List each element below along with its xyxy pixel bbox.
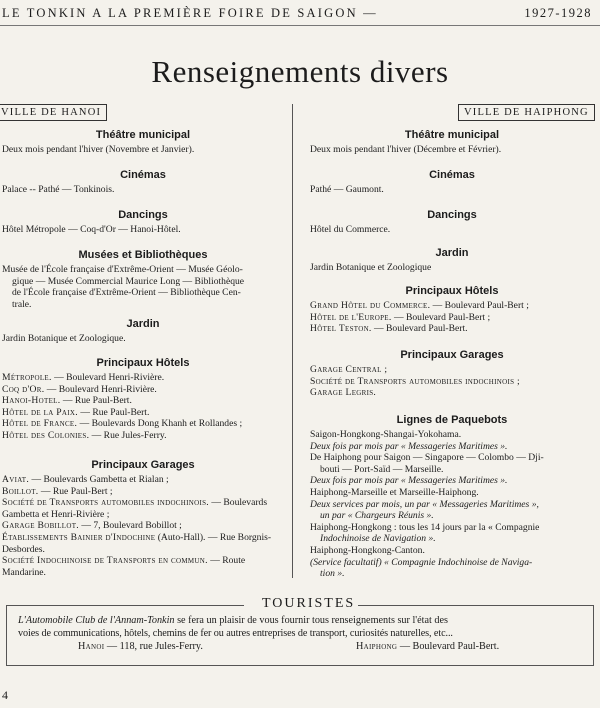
page-number: 4 (2, 688, 8, 702)
paquebot-line: tion ». (320, 568, 345, 580)
header-rule (0, 25, 600, 26)
touristes-rule-right (358, 605, 594, 606)
section-text: Deux mois pendant l'hiver (Décembre et Février). (310, 144, 502, 155)
column-divider (292, 104, 293, 578)
haiphong-hotels (310, 284, 594, 335)
list-item: Établissements Bainier d'Indochine (Auto-Hall). — Rue Borgnis-Desbordes. (2, 531, 272, 555)
haiphong-label: VILLE DE HAIPHONG (458, 104, 595, 121)
section-text: Palace -- Pathé — Tonkinois. (2, 184, 115, 195)
section-heading: Principaux Hôtels (405, 285, 499, 297)
list-item: Société Indochinoise de Transports en commun. — Route Mandarine. (2, 555, 246, 578)
hanoi-garages (2, 458, 284, 578)
section-text: Deux mois pendant l'hiver (Novembre et Janvier). (2, 144, 195, 155)
paquebot-line: Haiphong-Hongkong-Canton. (310, 544, 425, 556)
touristes-border-bottom (6, 665, 594, 666)
section-text: Hôtel Métropole — Coq-d'Or — Hanoi-Hôtel. (2, 224, 181, 235)
section-heading: Principaux Garages (400, 349, 504, 361)
text-line: Musée de l'École française d'Extrême-Orient — Musée Géolo- (2, 264, 243, 275)
hanoi-address: Hanoi — 118, rue Jules-Ferry. (78, 641, 203, 652)
touristes-body (18, 614, 588, 654)
haiphong-dancings (310, 208, 594, 236)
list-item: Grand Hôtel du Commerce. — Boulevard Paul-Bert ; (310, 300, 529, 311)
hanoi-dancings (2, 208, 284, 236)
list-item: Coq d'Or. — Boulevard Henri-Rivière. (2, 383, 157, 395)
section-heading: Principaux Hôtels (96, 357, 190, 369)
section-heading: Jardin (435, 247, 469, 259)
list-item: Garage Central ; (310, 364, 388, 375)
section-text: Jardin Botanique et Zoologique (310, 262, 432, 273)
header-years: 1927-1928 (524, 6, 592, 20)
section-heading: Musées et Bibliothèques (78, 249, 208, 261)
hanoi-theatre (2, 128, 284, 156)
haiphong-jardin (310, 246, 594, 274)
list-item: Hôtel des Colonies. — Rue Jules-Ferry. (2, 429, 167, 441)
hanoi-cinemas (2, 168, 284, 196)
section-text: Jardin Botanique et Zoologique. (2, 333, 126, 344)
list-item: Métropole. — Boulevard Henri-Rivière. (2, 372, 165, 383)
paquebot-line: Haiphong-Hongkong : tous les 14 jours par la « Compagnie (310, 521, 540, 533)
list-item: Garage Legris. (310, 387, 377, 399)
touristes-title: TOURISTES (262, 596, 356, 611)
text-line: trale. (12, 298, 32, 310)
paquebot-line: Deux fois par mois par « Messageries Maritimes ». (310, 440, 508, 452)
list-item: Hôtel de la Paix. — Rue Paul-Bert. (2, 406, 150, 418)
text-line: de l'École française d'Extrême-Orient — Bibliothèque Cen- (12, 287, 241, 299)
list-item: Hôtel Teston. — Boulevard Paul-Bert. (310, 323, 468, 335)
section-heading: Dancings (118, 209, 168, 221)
section-heading: Lignes de Paquebots (396, 414, 508, 426)
touristes-line1: L'Automobile Club de l'Annam-Tonkin se fera un plaisir de vous fournir tous renseignements sur l'état des (18, 615, 448, 626)
header-title: LE TONKIN A LA PREMIÈRE FOIRE DE SAIGON — (2, 6, 378, 20)
haiphong-theatre (310, 128, 594, 156)
paquebot-line: bouti — Port-Saïd — Marseille. (320, 463, 444, 475)
paquebot-line: Haiphong-Marseille et Marseille-Haiphong. (310, 486, 479, 498)
paquebot-line: Indochinoise de Navigation ». (320, 533, 436, 545)
running-header (0, 6, 600, 24)
section-heading: Cinémas (120, 169, 166, 181)
touristes-line2: voies de communications, hôtels, chemins de fer ou autres entreprises de transport, curiosités naturelles, etc... (18, 628, 453, 639)
touristes-rule-left (6, 605, 244, 606)
list-item: Société de Transports automobiles indochinois. — Boulevards Gambetta et Henri-Rivière ; (2, 497, 268, 520)
list-item: Garage Bobillot. — 7, Boulevard Bobillot ; (2, 520, 182, 532)
paquebot-line: (Service facultatif) « Compagnie Indochinoise de Naviga- (310, 556, 533, 568)
club-name: L'Automobile Club de l'Annam-Tonkin (18, 615, 175, 626)
list-item: Hôtel de France. — Boulevards Dong Khanh et Rollandes ; (2, 418, 243, 430)
hanoi-musees (2, 248, 284, 310)
haiphong-cinemas (310, 168, 594, 196)
touristes-border-left (6, 605, 7, 665)
hanoi-label: VILLE DE HANOI (0, 104, 107, 121)
hanoi-hotels (2, 356, 284, 442)
list-item: Hanoi-Hotel. — Rue Paul-Bert. (2, 395, 132, 407)
haiphong-paquebots (310, 413, 594, 580)
section-heading: Dancings (427, 209, 477, 221)
section-heading: Principaux Garages (91, 459, 195, 471)
paquebot-lines (310, 429, 594, 580)
section-heading: Jardin (126, 318, 160, 330)
haiphong-column (310, 128, 594, 588)
paquebot-line: Deux services par mois, un par « Messageries Maritimes », (310, 498, 539, 510)
section-heading: Théâtre municipal (404, 129, 500, 141)
paquebot-line: De Haiphong pour Saigon — Singapore — Colombo — Dji- (310, 452, 544, 464)
list-item: Société de Transports automobiles indochinois ; (310, 375, 520, 387)
paquebot-line: un par « Chargeurs Réunis ». (320, 510, 434, 522)
text-line: gique — Musée Commercial Maurice Long — Bibliothèque (12, 275, 245, 287)
touristes-addresses (18, 640, 588, 654)
list-item: Boillot. — Rue Paul-Bert ; (2, 485, 113, 497)
list-item: Hôtel de l'Europe. — Boulevard Paul-Bert ; (310, 311, 491, 323)
hanoi-column (2, 128, 284, 588)
section-text: Pathé — Gaumont. (310, 184, 384, 195)
haiphong-address: Haiphong — Boulevard Paul-Bert. (356, 641, 500, 652)
paquebot-line: Deux fois par mois par « Messageries Maritimes ». (310, 475, 508, 487)
paquebot-line: Saigon-Hongkong-Shangai-Yokohama. (310, 429, 462, 440)
touristes-border-right (593, 605, 594, 665)
section-heading: Cinémas (429, 169, 475, 181)
hanoi-jardin (2, 317, 284, 345)
page-title: Renseignements divers (151, 54, 449, 89)
section-text: Hôtel du Commerce. (310, 224, 391, 235)
section-heading: Théâtre municipal (95, 129, 191, 141)
list-item: Aviat. — Boulevards Gambetta et Rialan ; (2, 474, 169, 485)
haiphong-garages (310, 348, 594, 399)
